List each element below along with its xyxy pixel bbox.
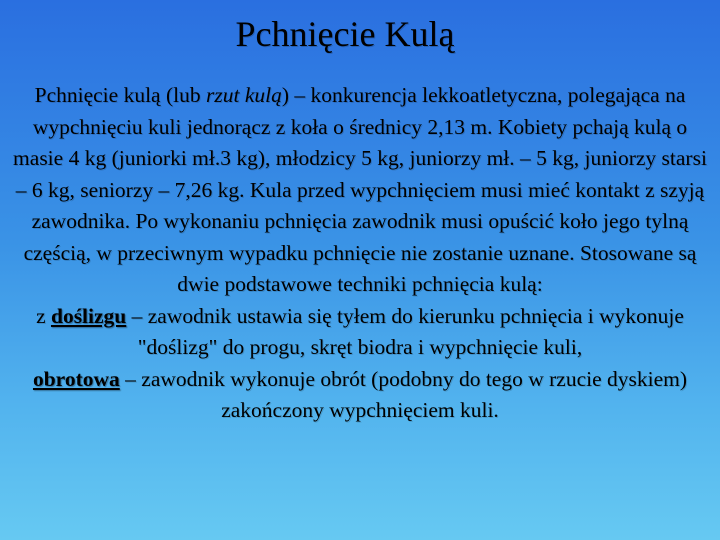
technique-glide-prefix: z — [36, 303, 51, 328]
intro-text-part2: ) – konkurencja lekkoatletyczna, polegająca na wypchnięciu kuli jednorącz z koła o średnicy 2,13 m. Kobiety pchają kulą o masie 4 kg (juniorki mł.3 kg), młodzicy 5 kg, juniorzy mł. – 5 kg, juniorzy starsi – 6 kg, seniorzy – 7,26 kg. Kula przed wypchnięciem musi mieć kontakt z szyją zawodnika. Po wykonaniu pchnięcia zawodnik musi opuścić koło jego tylną częścią, w przeciwnym wypadku pchnięcie nie zostanie uznane. Stosowane są dwie podstawowe techniki pchnięcia kulą: — [13, 83, 707, 296]
technique-glide-description: – zawodnik ustawia się tyłem do kierunku pchnięcia i wykonuje "doślizg" do progu, skręt biodra i wypchnięcie kuli, — [126, 303, 684, 359]
technique-glide-term-link[interactable]: doślizgu — [50, 303, 127, 328]
slide-body — [6, 80, 714, 427]
slide-title: Pchnięcie Kulą — [235, 14, 455, 54]
intro-text-part1: Pchnięcie kulą (lub — [34, 83, 206, 107]
technique-rotational-paragraph — [6, 364, 714, 427]
technique-rotational-description: – zawodnik wykonuje obrót (podobny do tego w rzucie dyskiem) zakończony wypchnięciem kuli. — [119, 366, 688, 422]
intro-italic-term: rzut kulą — [205, 83, 282, 107]
technique-glide-paragraph — [6, 301, 714, 364]
technique-rotational-term-link[interactable]: obrotowa — [32, 366, 120, 391]
intro-paragraph — [6, 80, 714, 301]
